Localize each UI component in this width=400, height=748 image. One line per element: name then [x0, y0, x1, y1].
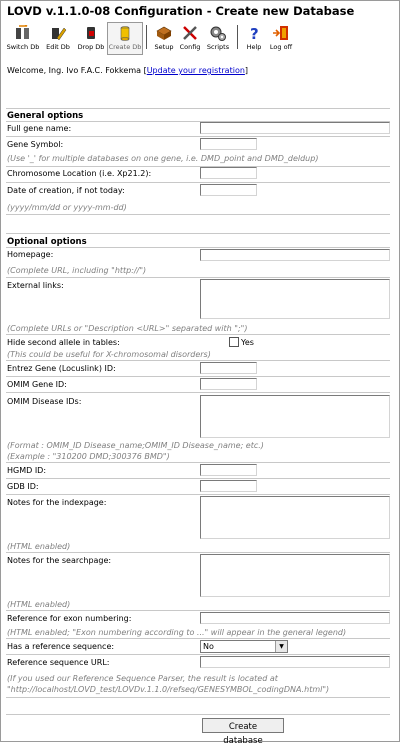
create-db-button[interactable]: Create Db: [107, 22, 143, 55]
help-icon: [245, 25, 263, 41]
gene-symbol-note: (Use '_' for multiple databases on one gene, i.e. DMD_point and DMD_deldup): [7, 154, 319, 163]
update-registration-link[interactable]: Update your registration: [146, 66, 245, 75]
notes-indexpage-textarea[interactable]: [200, 496, 390, 539]
edit-db-icon: [49, 25, 67, 41]
scripts-button[interactable]: Scripts: [201, 23, 235, 51]
hgmd-input[interactable]: [200, 464, 257, 476]
parser-note-line-2: "http://localhost/LOVD_test/LOVDv.1.1.0/refseq/GENESYMBOL_codingDNA.html"): [7, 685, 330, 694]
setup-icon: [155, 25, 173, 41]
reference-sequence-url-label: Reference sequence URL:: [7, 658, 110, 667]
divider: [6, 166, 390, 167]
divider: [6, 610, 390, 611]
page-title: LOVD v.1.1.0-08 Configuration - Create new Database: [7, 4, 355, 18]
switch-db-button[interactable]: Switch Db: [6, 23, 40, 51]
divider: [6, 638, 390, 639]
help-button[interactable]: ? Help: [246, 25, 262, 51]
entrez-gene-label: Entrez Gene (Locuslink) ID:: [7, 364, 116, 373]
exon-reference-note: (HTML enabled; "Exon numbering according to ..." will appear in the general legend): [7, 628, 347, 637]
omim-disease-label: OMIM Disease IDs:: [7, 397, 82, 406]
has-reference-sequence-select[interactable]: [200, 640, 288, 653]
divider: [6, 478, 390, 479]
divider: [6, 494, 390, 495]
drop-db-button[interactable]: Drop Db: [74, 23, 108, 51]
config-button[interactable]: Config: [173, 23, 207, 51]
external-links-note: (Complete URLs or "Description <URL>" separated with ";"): [7, 324, 248, 333]
svg-text:?: ?: [250, 25, 259, 41]
gdb-label: GDB ID:: [7, 482, 39, 491]
external-links-textarea[interactable]: [200, 279, 390, 319]
notes-searchpage-note: (HTML enabled): [7, 600, 71, 609]
config-icon: [181, 25, 199, 41]
divider: [6, 247, 390, 248]
scripts-icon: [209, 25, 227, 41]
date-of-creation-label: Date of creation, if not today:: [7, 186, 125, 195]
date-of-creation-input[interactable]: [200, 184, 257, 196]
exon-reference-label: Reference for exon numbering:: [7, 614, 132, 623]
switch-db-icon: [14, 25, 32, 41]
divider: [6, 360, 390, 361]
homepage-label: Homepage:: [7, 250, 54, 259]
log-off-icon: [272, 25, 290, 41]
gdb-input[interactable]: [200, 480, 257, 492]
divider: [6, 697, 390, 698]
setup-button[interactable]: Setup: [147, 23, 181, 51]
divider: [6, 654, 390, 655]
omim-gene-label: OMIM Gene ID:: [7, 380, 67, 389]
omim-format-note: (Format : OMIM_ID Disease_name;OMIM_ID Disease_name; etc.): [7, 441, 264, 450]
notes-searchpage-textarea[interactable]: [200, 554, 390, 597]
divider: [6, 392, 390, 393]
divider: [6, 714, 390, 715]
drop-db-icon: [82, 25, 100, 41]
omim-example-note: (Example : "310200 DMD;300376 BMD"): [7, 452, 170, 461]
hide-second-allele-yes-label: Yes: [241, 338, 254, 347]
has-reference-sequence-value: No: [203, 642, 214, 651]
divider: [6, 136, 390, 137]
gene-symbol-input[interactable]: [200, 138, 257, 150]
full-gene-name-input[interactable]: [200, 122, 390, 134]
homepage-input[interactable]: [200, 249, 390, 261]
edit-db-button[interactable]: Edit Db: [41, 23, 75, 51]
divider: [6, 462, 390, 463]
log-off-button[interactable]: Log off: [264, 23, 298, 51]
divider: [6, 182, 390, 183]
gene-symbol-label: Gene Symbol:: [7, 140, 64, 149]
create-db-icon: [116, 25, 134, 41]
chromosome-location-input[interactable]: [200, 167, 257, 179]
omim-gene-input[interactable]: [200, 378, 257, 390]
entrez-gene-input[interactable]: [200, 362, 257, 374]
notes-searchpage-label: Notes for the searchpage:: [7, 556, 112, 565]
divider: [6, 277, 390, 278]
notes-indexpage-note: (HTML enabled): [7, 542, 71, 551]
omim-disease-textarea[interactable]: [200, 395, 390, 438]
homepage-note: (Complete URL, including "http://"): [7, 266, 147, 275]
hide-second-allele-note: (This could be useful for X-chromosomal disorders): [7, 350, 211, 359]
optional-options-heading: Optional options: [7, 237, 87, 247]
chevron-down-icon[interactable]: ▼: [275, 641, 287, 652]
full-gene-name-label: Full gene name:: [7, 124, 72, 133]
divider: [6, 108, 390, 109]
reference-sequence-url-input[interactable]: [200, 656, 390, 668]
welcome-text: Welcome, Ing. Ivo F.A.C. Fokkema: [7, 66, 142, 75]
chromosome-location-label: Chromosome Location (i.e. Xp21.2):: [7, 169, 152, 178]
general-options-heading: General options: [7, 111, 84, 121]
hide-second-allele-checkbox[interactable]: [229, 337, 239, 347]
hide-second-allele-label: Hide second allele in tables:: [7, 338, 120, 347]
notes-indexpage-label: Notes for the indexpage:: [7, 498, 107, 507]
has-reference-sequence-label: Has a reference sequence:: [7, 642, 115, 651]
date-format-note: (yyyy/mm/dd or yyyy-mm-dd): [7, 203, 127, 212]
create-database-button[interactable]: Create database: [202, 718, 284, 733]
external-links-label: External links:: [7, 281, 64, 290]
divider: [6, 376, 390, 377]
parser-note-line-1: (If you used our Reference Sequence Parser, the result is located at: [7, 674, 278, 683]
divider: [6, 334, 390, 335]
divider: [6, 552, 390, 553]
welcome-message: Welcome, Ing. Ivo F.A.C. Fokkema [Update your registration]: [7, 66, 249, 75]
divider: [6, 233, 390, 234]
divider: [6, 214, 390, 215]
hgmd-label: HGMD ID:: [7, 466, 47, 475]
exon-reference-input[interactable]: [200, 612, 390, 624]
